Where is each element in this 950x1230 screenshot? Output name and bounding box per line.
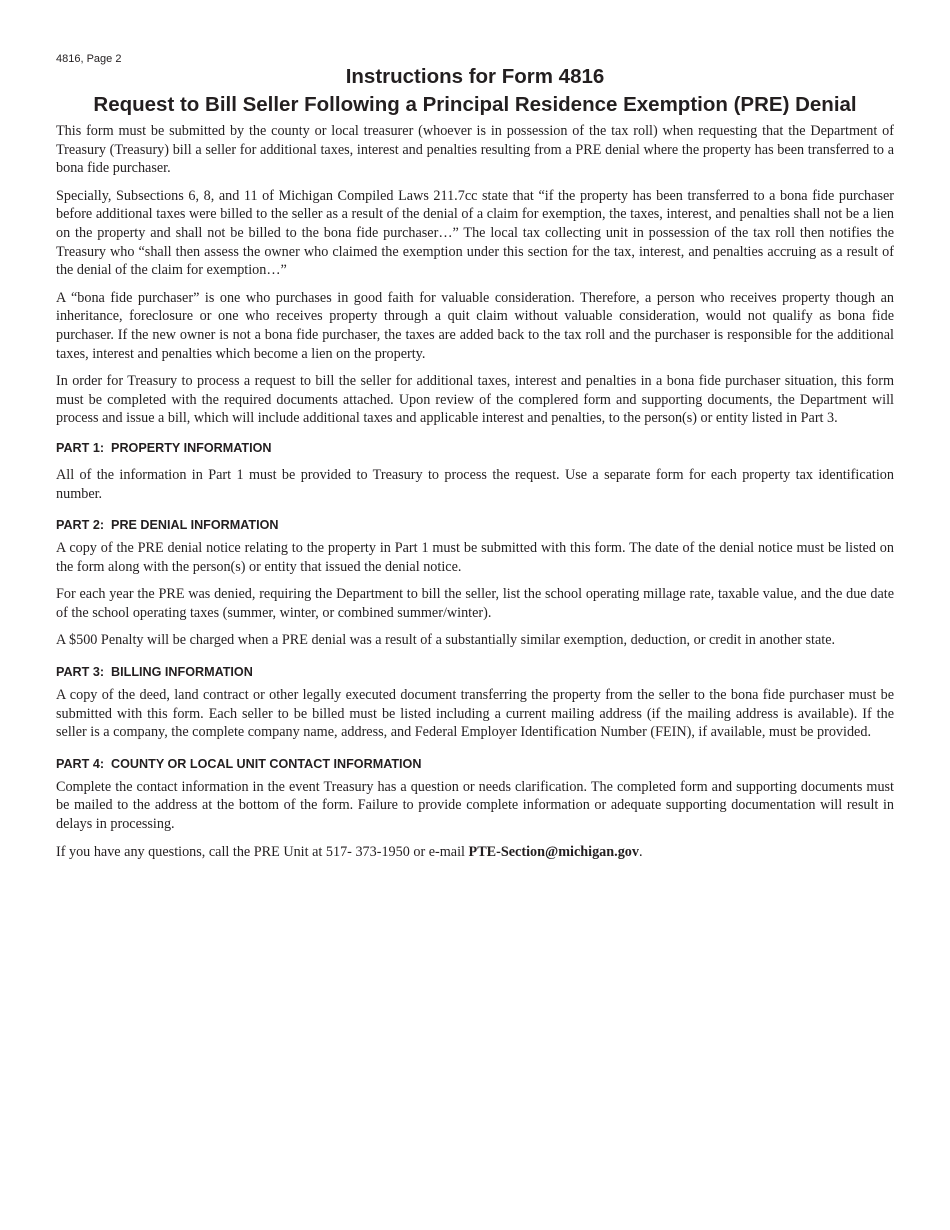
part3-paragraph: A copy of the deed, land contract or other legally executed document transferring the property from the seller to the bona fide purchaser must be submitted with this form. Each seller to be billed must be listed including a current mailing address (if the mailing address is available). If the seller is a company, the complete company name, address, and Federal Employer Identification Number (FEIN), if available, must be provided. <box>56 687 894 741</box>
intro-paragraph: In order for Treasury to process a request to bill the seller for additional taxes, interest and penalties in a bona fide purchaser situation, this form must be completed with the required documents attached. Upon review of the complered form and supporting documents, the Department will process and issue a bill, which will include additional taxes and applicable interest and penalties, to the person(s) or entity listed in Part 3. <box>56 373 894 427</box>
intro-paragraph: This form must be submitted by the county or local treasurer (whoever is in possession of the tax roll) when requesting that the Department of Treasury (Treasury) bill a seller for additional taxes, interest and penalties resulting from a PRE denial where the property has been transferred to a bona fide purchaser. <box>56 123 894 177</box>
part2-heading: PART 2: PRE DENIAL INFORMATION <box>56 518 279 533</box>
part1-heading: PART 1: PROPERTY INFORMATION <box>56 440 272 455</box>
contact-end: . <box>639 843 643 860</box>
part2-paragraph: A copy of the PRE denial notice relating to the property in Part 1 must be submitted with this form. The date of the denial notice must be listed on the form along with the person(s) or entity that issued the denial notice. <box>56 540 894 575</box>
part2-paragraph: For each year the PRE was denied, requiring the Department to bill the seller, list the school operating millage rate, taxable value, and the due date of the school operating taxes (summer, winter, or combined summer/winter). <box>56 586 894 621</box>
contact-text: If you have any questions, call the PRE Unit at 517- 373-1950 or e-mail <box>56 843 469 860</box>
part1-paragraph: All of the information in Part 1 must be provided to Treasury to process the request. Use a separate form for each property tax identification number. <box>56 466 894 502</box>
part2-paragraph: A $500 Penalty will be charged when a PRE denial was a result of a substantially similar exemption, deduction, or credit in another state. <box>56 632 836 649</box>
page-number-label: 4816, Page 2 <box>56 53 122 65</box>
contact-line <box>56 843 894 862</box>
part3-heading: PART 3: BILLING INFORMATION <box>56 665 253 680</box>
part4-heading: PART 4: COUNTY OR LOCAL UNIT CONTACT INFORMATION <box>56 756 422 771</box>
page-title: Instructions for Form 4816 <box>345 65 605 88</box>
intro-paragraph: Specially, Subsections 6, 8, and 11 of Michigan Compiled Laws 211.7cc state that “if the property has been transferred to a bona fide purchaser before additional taxes were billed to the seller as a result of the denial of a claim for exemption, the taxes, interest, and penalties shall not be a lien on the property and shall not be billed to the bona fide purchaser…” The local tax collecting unit in possession of the tax roll then notifies the Treasury who “shall then assess the owner who claimed the exemption under this section for the tax, interest, and penalties accruing as a result of the denial of the claim for exemption…” <box>56 187 894 279</box>
intro-paragraph: A “bona fide purchaser” is one who purchases in good faith for valuable consideration. Therefore, a person who receives property though an inheritance, foreclosure or one who receives property through a quit claim without valuable consideration, would not qualify as bona fide purchaser. If the new owner is not a bona fide purchaser, the taxes are added back to the tax roll and the purchaser is responsible for the additional taxes, interest and penalties which become a lien on the property. <box>56 289 894 362</box>
contact-email-link[interactable]: PTE-Section@michigan.gov <box>468 843 639 860</box>
page-subtitle: Request to Bill Seller Following a Principal Residence Exemption (PRE) Denial <box>93 93 857 116</box>
part4-paragraph: Complete the contact information in the event Treasury has a question or needs clarification. The completed form and supporting documents must be mailed to the address at the bottom of the form. Failure to provide complete information or adequate supporting documentation will result in delays in processing. <box>56 778 894 833</box>
instructions-page <box>56 52 894 870</box>
